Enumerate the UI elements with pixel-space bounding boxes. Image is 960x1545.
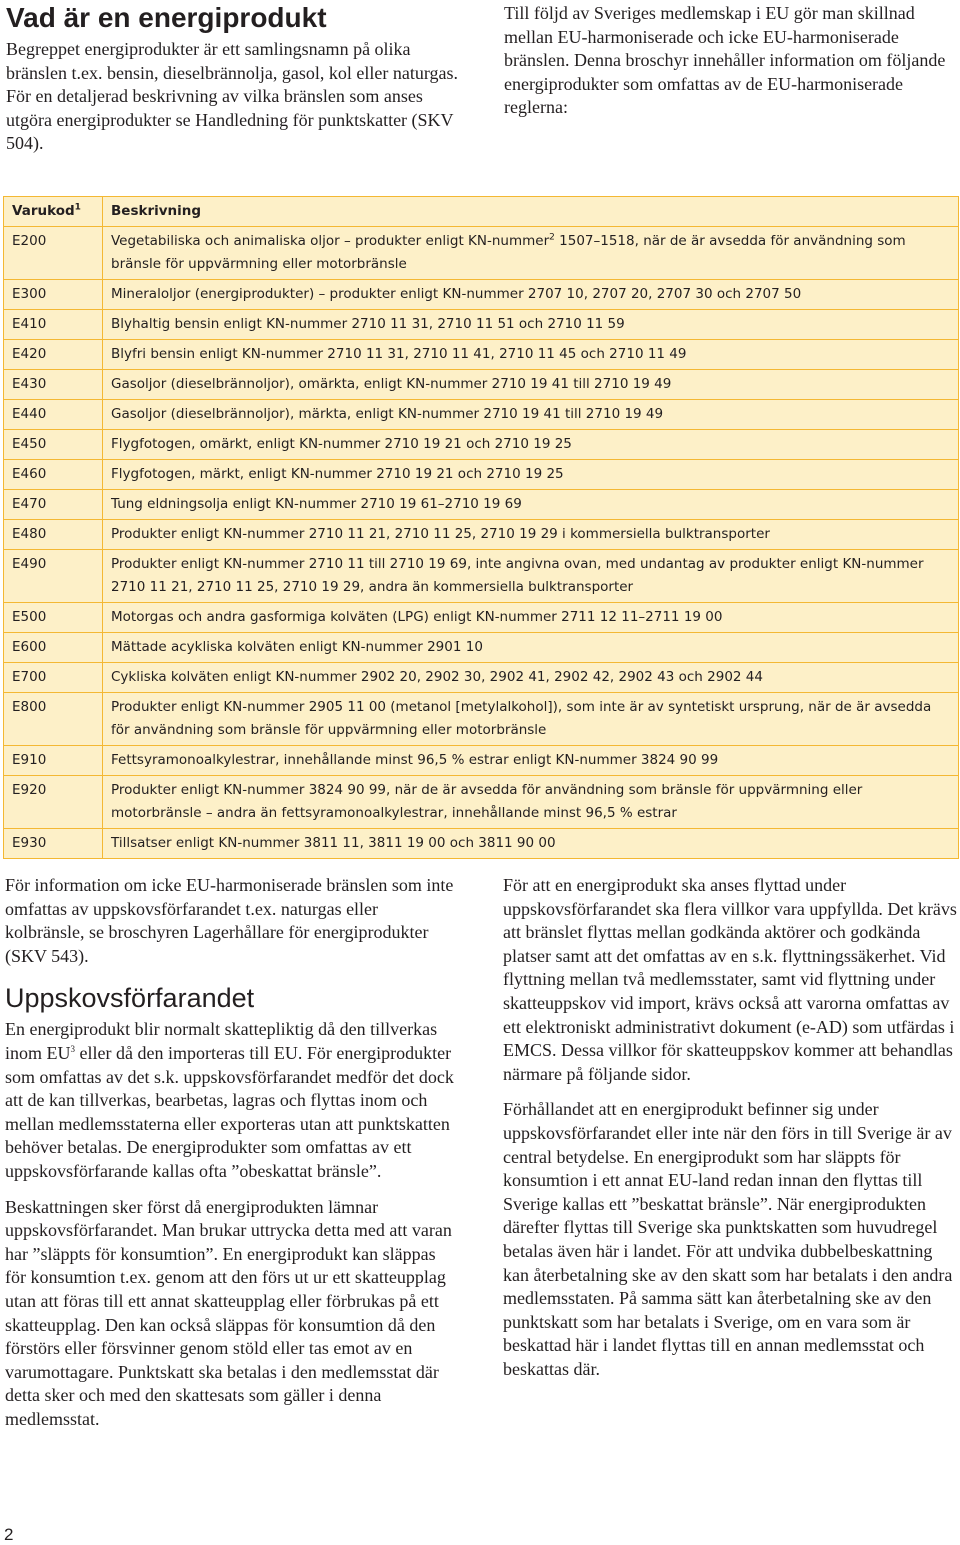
table-row (4, 693, 959, 746)
row-description: Produkter enligt KN-nummer 3824 90 99, när de är avsedda för användning som bränsle för uppvärmning eller motorbränsle – andra än fettsyramonoalkylestrar, innehållande minst 96,5 % estrar (103, 776, 959, 829)
left-column (5, 874, 457, 1443)
table-row (4, 550, 959, 603)
table-row (4, 776, 959, 829)
row-code: E600 (4, 633, 103, 663)
table-row (4, 280, 959, 310)
table-row (4, 663, 959, 693)
row-description: Mättade acykliska kolväten enligt KN-nummer 2901 10 (103, 633, 959, 663)
table-row (4, 430, 959, 460)
row-code: E440 (4, 400, 103, 430)
row-description: Fettsyramonoalkylestrar, innehållande minst 96,5 % estrar enligt KN-nummer 3824 90 99 (103, 746, 959, 776)
page-number: 2 (4, 1525, 14, 1544)
table-row (4, 603, 959, 633)
row-description: Gasoljor (dieselbrännoljor), märkta, enligt KN-nummer 2710 19 41 till 2710 19 49 (103, 400, 959, 430)
table-row (4, 460, 959, 490)
page-title: Vad är en energiprodukt (6, 2, 327, 33)
header-varukod: Varukod$^1$ (4, 197, 103, 227)
row-description: Blyfri bensin enligt KN-nummer 2710 11 31, 2710 11 41, 2710 11 45 och 2710 11 49 (103, 340, 959, 370)
row-description: Flygfotogen, märkt, enligt KN-nummer 2710 19 21 och 2710 19 25 (103, 460, 959, 490)
row-code: E430 (4, 370, 103, 400)
footnote-marker: 1 (74, 202, 81, 213)
table-row (4, 633, 959, 663)
product-codes-table (3, 196, 959, 859)
row-code: E700 (4, 663, 103, 693)
paragraph-taxable: En energiprodukt blir normalt skattepliktig då den tillverkas inom $EU^3$ eller då den importeras till EU. För energiprodukter som omfattas av det s.k. uppskovsförfarandet medför det dock att de kan tillverkas, bearbetas, lagras och flyttas inom och mellan medlemsstaterna eller exporteras utan att punktskatten behöver betalas. De energiprodukter som omfattas av ett uppskovsförfarande kallas ofta ”obeskattat bränsle”. (5, 1019, 454, 1181)
right-column (503, 874, 959, 1393)
row-description: Produkter enligt KN-nummer 2710 11 21, 2710 11 25, 2710 19 29 i kommersiella bulktransporter (103, 520, 959, 550)
footnote-marker: 3 (70, 1043, 75, 1054)
table-row (4, 370, 959, 400)
row-code: E910 (4, 746, 103, 776)
row-description: Produkter enligt KN-nummer 2710 11 till 2710 19 69, inte angivna ovan, med undantag av produkter enligt KN-nummer 2710 11 21, 2710 11 25, 2710 19 29, andra än kommersiella bulktransporter (103, 550, 959, 603)
table-row (4, 520, 959, 550)
row-description: Vegetabiliska och animaliska oljor – produkter enligt KN-nummer$^2$ 1507–1518, när de är avsedda för användning som bränsle för uppvärmning eller motorbränsle (103, 227, 959, 280)
table-row (4, 490, 959, 520)
paragraph-taxation: Beskattningen sker först då energiprodukten lämnar uppskovsförfarandet. Man brukar uttrycka detta med att varan har ”släppts för konsumtion”. En energiprodukt kan släppas för konsumtion t.ex. genom att den förs ut ur ett skatteupplag utan att föras till ett annat skatteupplag eller förbrukas på ett skatteupplag. Den kan också släppas för konsumtion då den förstörs eller försvinner genom stöld eller tas emot av en varumottagare. Punktskatt ska betalas i den medlemsstat där detta sker och med den skattesats som gäller i denna medlemsstat. (5, 1196, 452, 1429)
paragraph-taxed-fuel: Förhållandet att en energiprodukt befinner sig under uppskovsförfarandet eller inte när den förs in till Sverige är av central betydelse. En energiprodukt som har släppts för konsumtion i ett annat EU-land redan innan den flyttas till Sverige kallas ett ”beskattat bränsle”. När energiprodukten därefter flyttas till Sverige ska punktskatten som huvudregel betalas även här i landet. För att undvika dubbelbeskattning kan återbetalning ske av den skatt som har betalats i den andra medlemsstaten. På samma sätt kan återbetalning ske av den punktskatt som har betalats i Sverige, om en vara som är beskattad här i landet flyttas till en annan medlemsstat och beskattas där. (503, 1099, 953, 1379)
row-code: E490 (4, 550, 103, 603)
row-description: Tung eldningsolja enligt KN-nummer 2710 19 61–2710 19 69 (103, 490, 959, 520)
table-row (4, 310, 959, 340)
row-description: Motorgas och andra gasformiga kolväten (LPG) enligt KN-nummer 2711 12 11–2711 19 00 (103, 603, 959, 633)
row-code: E930 (4, 829, 103, 859)
row-description: Blyhaltig bensin enligt KN-nummer 2710 11 31, 2710 11 51 och 2710 11 59 (103, 310, 959, 340)
row-code: E920 (4, 776, 103, 829)
row-description: Gasoljor (dieselbrännoljor), omärkta, enligt KN-nummer 2710 19 41 till 2710 19 49 (103, 370, 959, 400)
row-code: E300 (4, 280, 103, 310)
row-description: Flygfotogen, omärkt, enligt KN-nummer 2710 19 21 och 2710 19 25 (103, 430, 959, 460)
row-description: Produkter enligt KN-nummer 2905 11 00 (metanol [metylalkohol]), som inte är av syntetiskt ursprung, när de är avsedda för användning som bränsle för uppvärmning eller motorbränsle (103, 693, 959, 746)
row-code: E470 (4, 490, 103, 520)
section-heading-uppskovsforfarandet: Uppskovsförfarandet (5, 983, 255, 1014)
row-description: Cykliska kolväten enligt KN-nummer 2902 20, 2902 30, 2902 41, 2902 42, 2902 43 och 2902 44 (103, 663, 959, 693)
intro-paragraph-right: Till följd av Sveriges medlemskap i EU gör man skillnad mellan EU-harmoniserade och icke EU-harmoniserade bränslen. Denna broschyr innehåller information om följande energiprodukter som omfattas av de EU-harmoniserade reglerna: (504, 3, 946, 117)
row-code: E480 (4, 520, 103, 550)
table-header-row (4, 197, 959, 227)
row-code: E420 (4, 340, 103, 370)
table-row (4, 400, 959, 430)
row-code: E800 (4, 693, 103, 746)
table-row (4, 227, 959, 280)
row-description: Mineraloljor (energiprodukter) – produkter enligt KN-nummer 2707 10, 2707 20, 2707 30 och 2707 50 (103, 280, 959, 310)
row-code: E460 (4, 460, 103, 490)
row-code: E200 (4, 227, 103, 280)
header-beskrivning: Beskrivning (103, 197, 959, 227)
intro-paragraph-left: Begreppet energiprodukter är ett samlingsnamn på olika bränslen t.ex. bensin, dieselbrännolja, gasol, kol eller naturgas. För en detaljerad beskrivning av vilka bränslen som anses utgöra energiprodukter se Handledning för punktskatter (SKV 504). (6, 39, 459, 153)
row-code: E410 (4, 310, 103, 340)
row-code: E500 (4, 603, 103, 633)
paragraph-movement-conditions: För att en energiprodukt ska anses flyttad under uppskovsförfarandet ska flera villkor vara uppfyllda. Det krävs att bränslet flyttas mellan godkända aktörer och godkända platser samt att det omfattas av en s.k. flyttningssäkerhet. Vid flyttning mellan två medlemsstater, samt vid flyttning under skatteuppskov vid import, krävs också att varorna omfattas av ett elektroniskt administrativt dokument (e-AD) som utfärdas i EMCS. Dessa villkor för skatteuppskov kommer att behandlas närmare på följande sidor. (503, 875, 957, 1084)
paragraph-non-harmonised-info: För information om icke EU-harmoniserade bränslen som inte omfattas av uppskovsförfarandet t.ex. naturgas eller kolbränsle, se broschyren Lagerhållare för energiprodukter (SKV 543). (5, 875, 454, 966)
row-description: Tillsatser enligt KN-nummer 3811 11, 3811 19 00 och 3811 90 00 (103, 829, 959, 859)
table-row (4, 746, 959, 776)
footnote-marker: 2 (549, 232, 555, 243)
row-code: E450 (4, 430, 103, 460)
table-row (4, 829, 959, 859)
table-row (4, 340, 959, 370)
